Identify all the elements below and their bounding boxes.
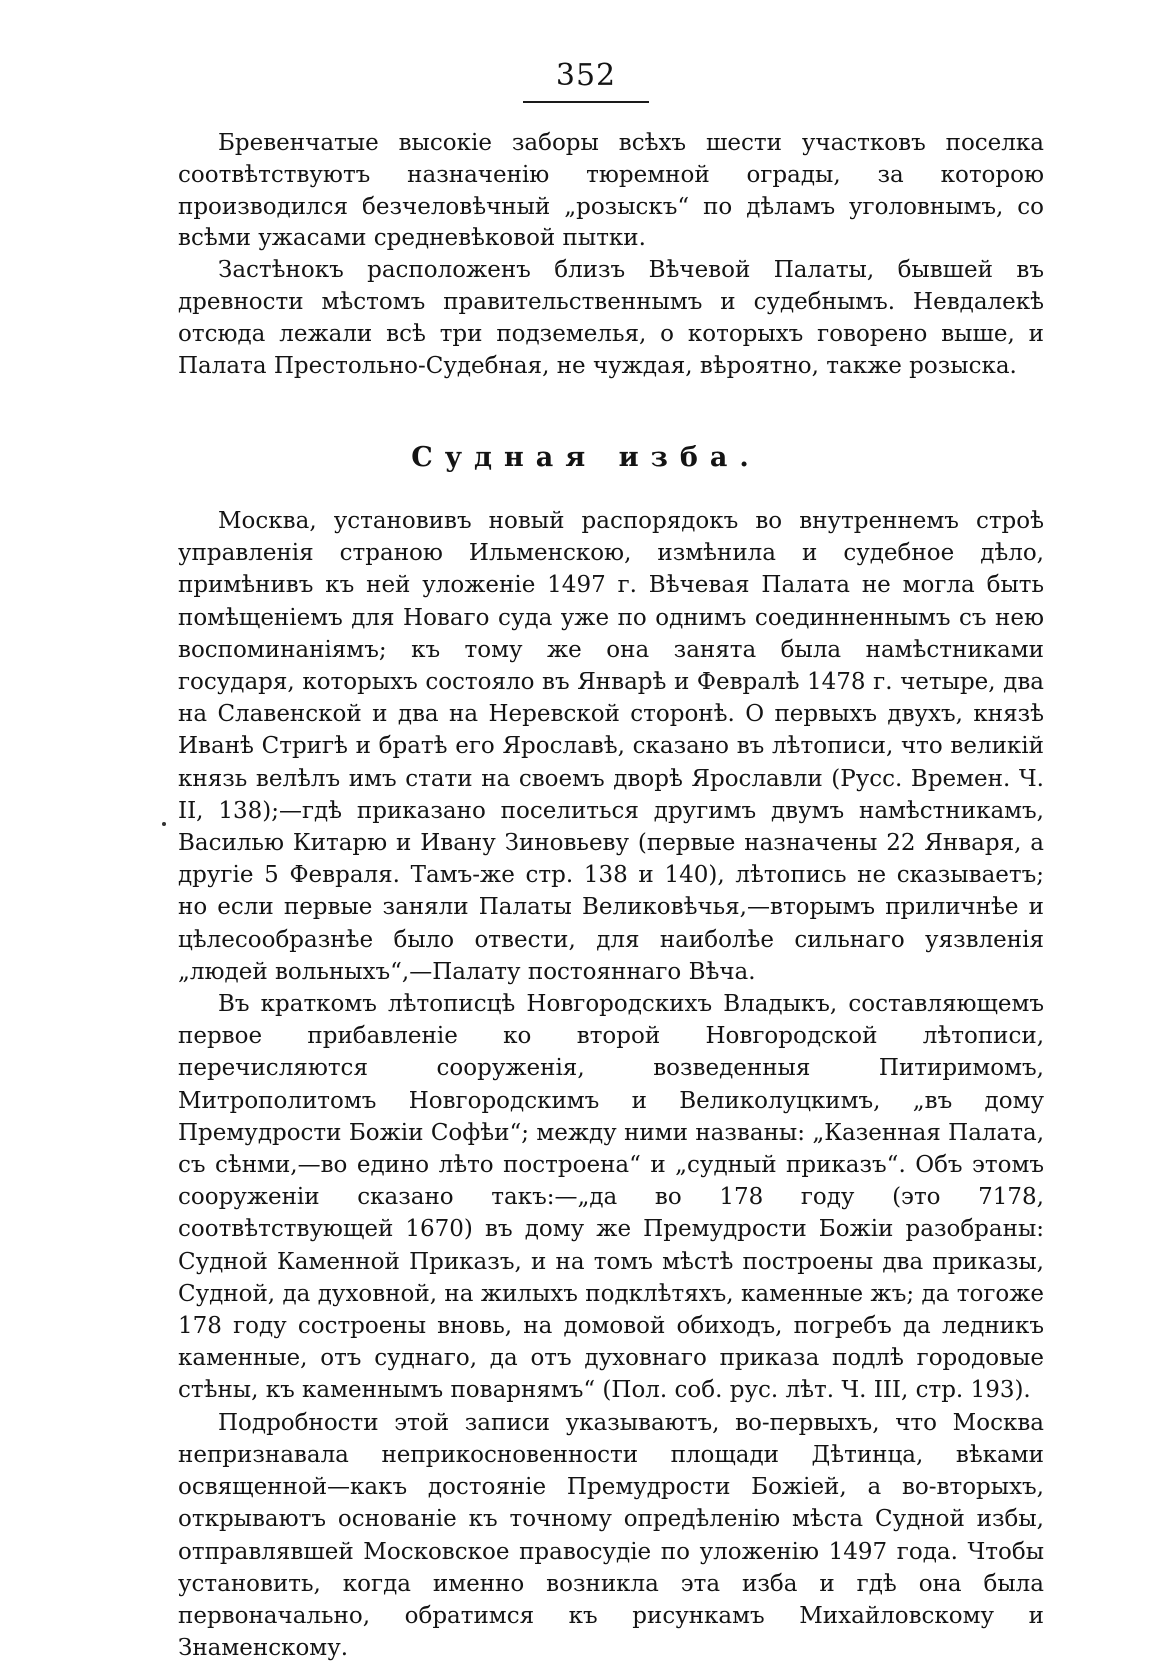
paragraph: Бревенчатые высокіе заборы всѣхъ шести участковъ поселка соотвѣтствуютъ назначенію тюремной ограды, за которою производился безчеловѣчный „розыскъ“ по дѣламъ уголовнымъ, со всѣми ужасами средневѣковой пытки. bbox=[178, 130, 1044, 252]
page-number: 352 bbox=[555, 58, 617, 93]
opening-text-block bbox=[178, 128, 1044, 382]
header-rule bbox=[523, 101, 649, 103]
paragraph: Въ краткомъ лѣтописцѣ Новгородскихъ Владыкъ, составляющемъ первое прибавленіе ко второй Новгородской лѣтописи, перечисляются сооруженія, возведенныя Питиримомъ, Митрополитомъ Новгородскимъ и Великолуцкимъ, „въ дому Премудрости Божіи Софѣи“; между ними названы: „Казенная Палата, съ сѣнми,—во едино лѣто построена“ и „судный приказъ“. Объ этомъ сооруженіи сказано такъ:—„да во 178 году (это 7178, соотвѣтствующей 1670) въ дому же Премудрости Божіи разобраны: Судной Каменной Приказъ, и на томъ мѣстѣ построены два приказы, Судной, да духовной, на жилыхъ подклѣтяхъ, каменные жъ; да тогоже 178 году состроены вновь, на домовой обиходъ, погребъ да ледникъ каменные, отъ суднаго, да отъ духовнаго приказа подлѣ городовые стѣны, къ каменнымъ поварнямъ“ (Пол. соб. рус. лѣт. Ч. III, стр. 193). bbox=[178, 991, 1044, 1404]
section-text-block bbox=[178, 505, 1044, 1664]
paragraph: Москва, установивъ новый распорядокъ во внутреннемъ строѣ управленія страною Ильменскою, измѣнила и судебное дѣло, примѣнивъ къ ней уложеніе 1497 г. Вѣчевая Палата не могла быть помѣщеніемъ для Новаго суда уже по однимъ соединненнымъ съ нею воспоминаніямъ; къ тому же она занята была намѣстниками государя, которыхъ состояло въ Январѣ и Февралѣ 1478 г. четыре, два на Славенской и два на Неревской сторонѣ. О первыхъ двухъ, князѣ Иванѣ Стригѣ и братѣ его Ярославѣ, сказано въ лѣтописи, что великій князь велѣлъ имъ стати на своемъ дворѣ Ярославли (Русс. Времен. Ч. II, 138);—гдѣ приказано поселиться другимъ двумъ намѣстникамъ, Василью Китарю и Ивану Зиновьеву (первые назначены 22 Января, а другіе 5 Февраля. Тамъ-же стр. 138 и 140), лѣтопись не сказываетъ; но если первые заняли Палаты Великовѣчья,—вторымъ приличнѣе и цѣлесообразнѣе было отвести, для наиболѣе сильнаго уязвленія „людей вольныхъ“,—Палату постояннаго Вѣча. bbox=[178, 508, 1044, 985]
scan-speck bbox=[162, 822, 166, 826]
paragraph: Подробности этой записи указываютъ, во-первыхъ, что Москва непризнавала неприкосновенности площади Дѣтинца, вѣками освященной—какъ достояніе Премудрости Божіей, а во-вторыхъ, открываютъ основаніе къ точному опредѣленію мѣста Судной избы, отправлявшей Московское правосудіе по уложенію 1497 года. Чтобы установить, когда именно возникла эта изба и гдѣ она была первоначально, обратимся къ рисункамъ Михайловскому и Знаменскому. bbox=[178, 1409, 1044, 1662]
paragraph: Застѣнокъ расположенъ близъ Вѣчевой Палаты, бывшей въ древности мѣстомъ правительственнымъ и судебнымъ. Невдалекѣ отсюда лежали всѣ три подземелья, о которыхъ говорено выше, и Палата Престольно-Судебная, не чуждая, вѣроятно, также розыска. bbox=[178, 257, 1044, 379]
section-heading: Судная изба. bbox=[411, 442, 761, 473]
